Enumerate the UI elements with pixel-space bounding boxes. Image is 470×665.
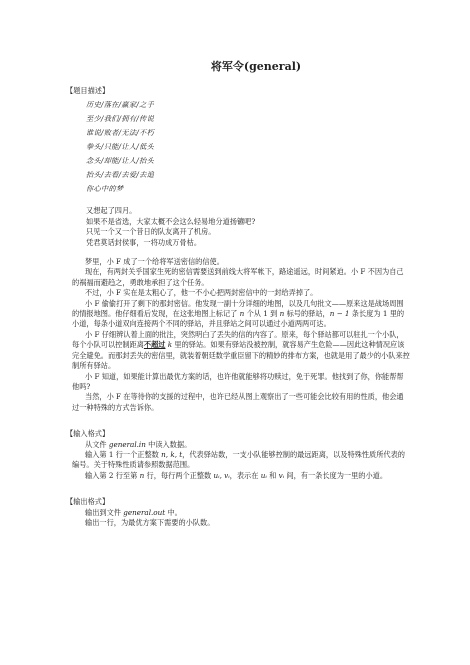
math-u: uᵢ — [260, 470, 267, 480]
output-line: 输出一行，为最优方案下需要的小队数。 — [85, 517, 215, 527]
text-run: 输入第 1 行一个正整数 — [85, 449, 159, 459]
story-paragraph-map — [72, 299, 410, 330]
text-run: ，代表驿站数，一支小队能够控制的最远距离，以及特殊性质所代表的编号。关于特殊性质请参照数据范围。 — [72, 449, 405, 470]
text-run: 和 — [269, 470, 277, 480]
text-run: 中读入数据。 — [148, 439, 192, 449]
text-run: 个从 — [246, 309, 261, 319]
input-line — [72, 450, 410, 471]
math-n: n — [279, 309, 285, 319]
story-paragraph-control — [72, 330, 410, 372]
text-run: 条长度为 1 里的小道，每条小道双向连接两个不同的驿站，并且驿站之间可以通过小道两两可达。 — [72, 309, 405, 329]
output-block — [72, 508, 410, 529]
math-one: 1 — [263, 309, 268, 319]
poem-line: 历史/落在/赢家/之手 — [86, 100, 155, 110]
story-paragraph: 梦里，小 F 成了一个给将军送密信的信使。 — [85, 257, 224, 267]
story-paragraph: 小 F 知道，如果能计算出最优方案的话，也许他就能够将功赎过，免于死罪。他找到了你，你能帮帮他吗? — [72, 371, 404, 391]
poem-block — [86, 98, 410, 196]
page-title: 将军令(general) — [210, 60, 302, 73]
math-uv: uᵢ, vᵢ — [213, 470, 230, 480]
poem-line: 拳头/只能/让人/低头 — [86, 142, 155, 152]
poem-line: 你心中的梦 — [86, 184, 124, 194]
text-run: 间，有一条长度为一里的小道。 — [286, 470, 388, 480]
input-line — [72, 440, 410, 450]
story-paragraph: 当然，小 F 在等待你的支援的过程中，也许已经从图上观察出了一些可能会比较有用的性质，他会通过一种特殊的方式告诉你。 — [72, 392, 404, 412]
text-run: 里的驿站。如果有驿站没被控制，就容易产生危险——因此这种情况应该完全避免。而那封丢失的密信里，就装着朝廷数学重臣留下的精妙的排布方案，也就是用了最少的小队来控制所有驿站。 — [72, 340, 410, 371]
poem-line: 念头/却能/让人/抬头 — [86, 156, 155, 166]
math-n: n — [239, 309, 245, 319]
intro-line: 如果不是省选，大家太概不会这么轻易地分道扬镳吧? — [86, 216, 256, 226]
text-run: 从文件 — [85, 439, 107, 449]
story-paragraph: 现在，有两封关乎国家生死的密信需要送到前线大将军帐下，路途遥远，时间紧迫。小 F 不因为自己的祸福而避趋之，勇敢地承担了这个任务。 — [72, 267, 404, 287]
text-run: ，表示在 — [229, 470, 259, 480]
story-paragraph: 不过，小 F 实在是太粗心了，他一不小心把两封密信中的一封给弄掉了。 — [85, 288, 318, 298]
text-run: 到 — [270, 309, 278, 319]
emphasis-underline: 不超过 — [143, 340, 166, 350]
poem-line: 抬头/去看/去爱/去追 — [86, 170, 155, 180]
input-block — [72, 440, 410, 482]
input-line — [72, 471, 410, 481]
math-v: vᵢ — [278, 470, 285, 480]
text-run: 行，每行两个正整数 — [146, 470, 212, 480]
math-n-minus-1: n − 1 — [329, 309, 350, 319]
intro-line: 凭君莫话封侯事，一将功成万骨枯。 — [86, 237, 202, 247]
input-filename: general.in — [108, 439, 146, 449]
math-k: k — [167, 340, 173, 350]
text-run: 标号的驿站， — [286, 309, 330, 319]
math-nkt: n, k, t — [161, 449, 183, 459]
text-run: 中。 — [167, 507, 182, 517]
output-filename: general.out — [123, 507, 166, 517]
poem-line: 谁说/败者/无法/不朽 — [86, 128, 155, 138]
intro-line: 只见一个又一个昔日的队友离开了机房。 — [86, 227, 216, 237]
intro-line: 又想起了四月。 — [86, 206, 137, 216]
output-line — [72, 508, 410, 518]
math-n: n — [139, 470, 145, 480]
section-heading-output: 【输出格式】 — [66, 497, 110, 507]
text-run: 输入第 2 行至第 — [85, 470, 138, 480]
text-run: 输出到文件 — [85, 507, 121, 517]
section-heading-input: 【输入格式】 — [66, 429, 110, 439]
poem-line: 至少/我们/拥有/传说 — [86, 114, 155, 124]
text-run: 小 F 仔细辨认着上面的批注，突然明白了丢失的信的内容了。原来，每个驿站都可以驻扎一个小队，每个小队可以控制距离 — [72, 329, 404, 350]
section-heading-description: 【题目描述】 — [66, 86, 110, 95]
text-run: 小 F 偷偷打开了剩下的那封密信。他发现一副十分详细的地图，以及几句批文——原来这是战场周围的情报地图。他仔细看后发现，在这张地图上标记了 — [72, 298, 404, 319]
story-block — [72, 257, 410, 413]
intro-block — [86, 206, 410, 248]
